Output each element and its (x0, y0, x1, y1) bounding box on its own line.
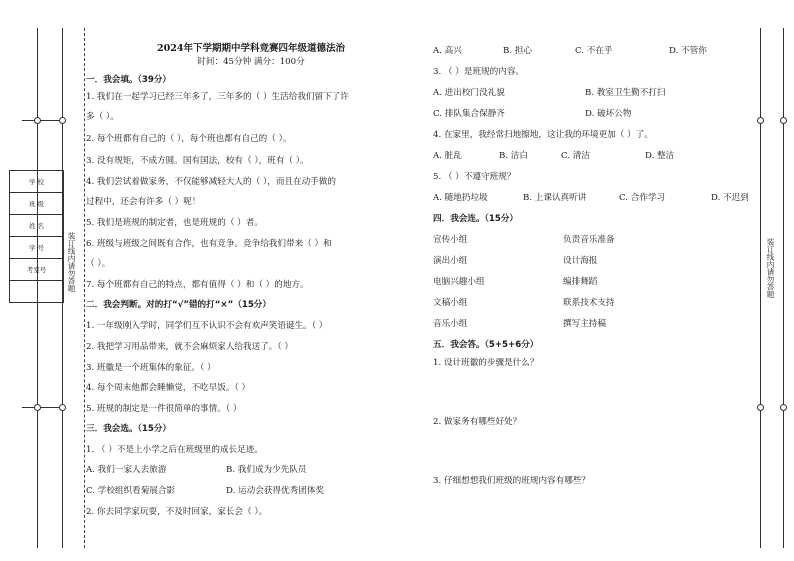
choice-question: 5. （ ）不遵守班规？ (433, 172, 516, 182)
exam-title: 2024年下学期期中学科竞赛四年级道德法治 (157, 43, 345, 54)
fill-line: 4. 我们尝试着做家务，不仅能够减轻大人的（ ），而且在动手做的 (86, 177, 336, 187)
left-column (86, 40, 416, 517)
fill-line: 多（ ）。 (86, 112, 119, 122)
answer-question: 3. 仔细想想我们班级的班规内容有哪些？ (433, 476, 591, 486)
info-cell: 班 级 (10, 193, 64, 215)
binding-hole (59, 117, 66, 124)
match-left-item: 宣传小组 (433, 235, 468, 245)
binding-hole (757, 404, 764, 411)
answer-question: 2. 做家务有哪些好处？ (433, 417, 522, 427)
binding-tick (22, 120, 62, 121)
match-left-item: 电脑兴趣小组 (433, 277, 485, 287)
answer-question: 1. 设计班徽的步骤是什么？ (433, 358, 539, 368)
fill-line: （ ）。 (86, 259, 111, 269)
binding-line-right-outer (783, 28, 784, 548)
choice-option: D. 破坏公物 (585, 109, 632, 119)
choice-option: B. 我们成为少先队员 (226, 465, 307, 475)
fill-line: 过程中，还会有许多（ ）呢！ (86, 197, 201, 207)
choice-option: A. 高兴 (433, 46, 462, 56)
match-right-item: 编排舞蹈 (563, 277, 598, 287)
choice-option: B. 教室卫生勤不打扫 (585, 88, 666, 98)
judge-line: 1. 一年级刚入学时，同学们互不认识不会有欢声笑语诞生。（ ） (86, 321, 328, 331)
choice-option: A. 进出校门没礼貌 (433, 88, 505, 98)
match-right-item: 联系技术支持 (563, 298, 615, 308)
section-2-title: 二．我会判断。对的打“√”错的打“×”（15分） (86, 300, 271, 310)
binding-note-right: 装订线内请勿答题 (766, 238, 775, 298)
choice-option: D. 运动会获得优秀团体奖 (226, 486, 324, 496)
match-left-item: 文稿小组 (433, 298, 468, 308)
match-right-item: 设计海报 (563, 256, 598, 266)
fill-line: 7. 每个班都有自己的特点，都有值得（ ）和（ ）的地方。 (86, 280, 309, 290)
match-right-item: 撰写主持稿 (563, 319, 606, 329)
binding-hole (59, 404, 66, 411)
choice-option: B. 上课认真听讲 (523, 193, 587, 203)
choice-option: C. 排队集合保静齐 (433, 109, 505, 119)
binding-line-right-inner (760, 28, 761, 548)
student-info-table (9, 170, 64, 303)
info-cell: 学 校 (10, 171, 64, 193)
choice-option: C. 不在乎 (575, 46, 613, 56)
binding-hole (34, 117, 41, 124)
choice-option: D. 不管你 (669, 46, 707, 56)
choice-option: C. 合作学习 (619, 193, 666, 203)
binding-hole (757, 117, 764, 124)
choice-option: A. 我们一家人去旅游 (86, 465, 167, 475)
match-right-item: 负责音乐准备 (563, 235, 615, 245)
fill-line: 3. 没有规矩，不成方圆。国有国法，校有（ ），班有（ ）。 (86, 156, 309, 166)
binding-dashed-line (84, 28, 85, 548)
section-4-title: 四．我会连。（15分） (433, 214, 519, 224)
choice-question: 2. 你去同学家玩耍，不及时回家，家长会（ ）。 (86, 507, 268, 517)
choice-option: B. 担心 (503, 46, 532, 56)
fill-line: 2. 每个班都有自己的（ ），每个班也都有自己的（ ）。 (86, 134, 292, 144)
judge-line: 2. 我把学习用品带来，就不会麻烦家人给我送了。（ ） (86, 342, 294, 352)
binding-hole (34, 404, 41, 411)
section-3-title: 三．我会选。（15分） (86, 424, 172, 434)
choice-option: D. 整洁 (645, 151, 675, 161)
judge-line: 3. 班徽是一个班集体的象征。（ ） (86, 363, 216, 373)
choice-option: D. 不迟到 (711, 193, 749, 203)
info-cell (10, 281, 64, 303)
binding-hole (780, 404, 787, 411)
info-cell: 考室号 (10, 259, 64, 281)
judge-line: 4. 每个周末他都会睡懒觉，不吃早饭。（ ） (86, 383, 251, 393)
section-5-title: 五．我会答。（5+5+6分） (433, 340, 539, 350)
match-left-item: 演出小组 (433, 256, 468, 266)
choice-question: 1. （ ）不是上小学之后在班级里的成长足迹。 (86, 445, 263, 455)
choice-option: C. 学校组织看菊展合影 (86, 486, 176, 496)
match-left-item: 音乐小组 (433, 319, 468, 329)
binding-tick (22, 407, 62, 408)
binding-note-left: 装订线内请勿答题 (67, 232, 76, 292)
fill-line: 5. 我们是班规的制定者，也是班规的（ ）者。 (86, 218, 263, 228)
binding-hole (780, 117, 787, 124)
choice-question: 4. 在家里，我经常扫地擦地，这让我的环境更加（ ）了。 (433, 130, 653, 140)
choice-option: C. 清洁 (561, 151, 590, 161)
section-1-title: 一．我会填。（39分） (86, 75, 172, 85)
info-cell: 姓 名 (10, 215, 64, 237)
judge-line: 5. 班规的制定是一件很简单的事情。（ ） (86, 404, 242, 414)
choice-option: A. 随地扔垃圾 (433, 193, 488, 203)
info-cell: 学 号 (10, 237, 64, 259)
fill-line: 6. 班级与班级之间既有合作，也有竞争。竞争给我们带来（ ）和 (86, 239, 332, 249)
exam-subtitle: 时间：45分钟 满分：100分 (197, 57, 305, 67)
choice-option: A. 脏乱 (433, 151, 462, 161)
fill-line: 1. 我们在一起学习已经三年多了，三年多的（ ）生活给我们留下了许 (86, 92, 349, 102)
choice-option: B. 洁白 (499, 151, 528, 161)
choice-question: 3. （ ）是班规的内容。 (433, 67, 525, 77)
